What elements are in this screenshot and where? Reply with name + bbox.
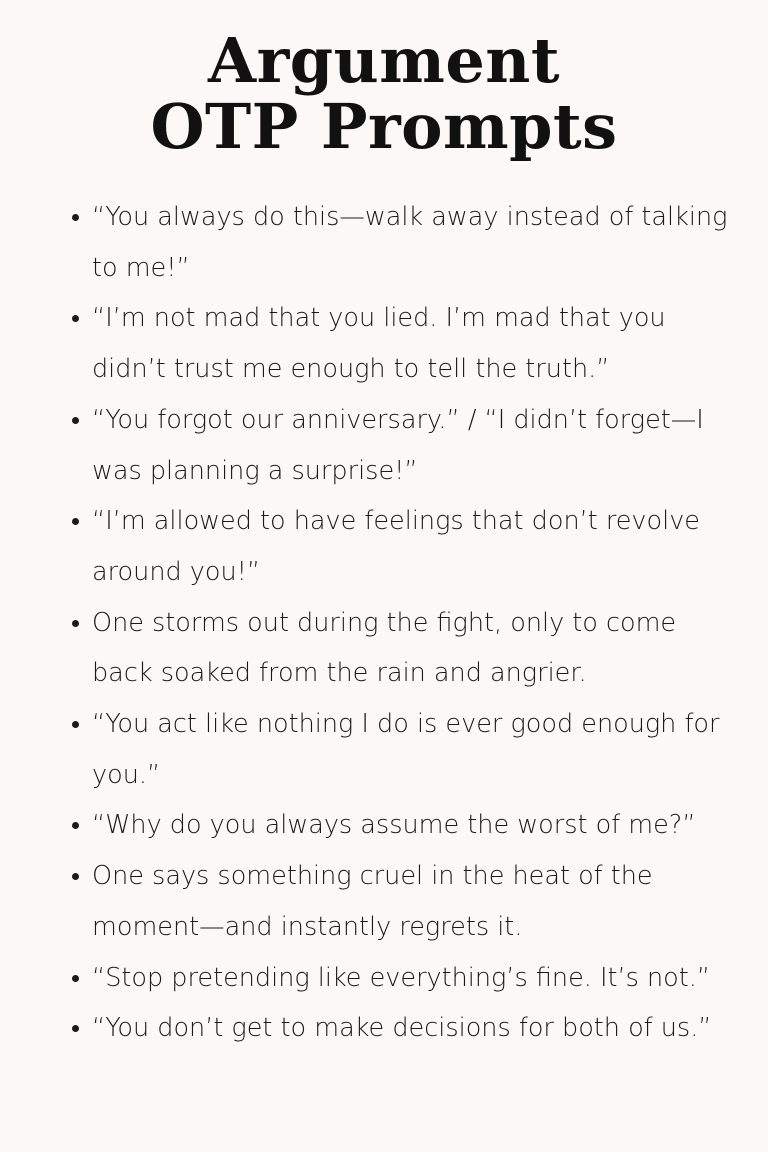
list-item	[0, 192, 768, 293]
prompt-text: One says something cruel in the heat of the moment—and instantly regrets it.	[92, 861, 653, 942]
list-item	[0, 598, 768, 699]
bullet-icon	[72, 518, 79, 525]
prompt-list	[0, 192, 768, 1054]
list-item	[0, 1003, 768, 1054]
list-item	[0, 800, 768, 851]
bullet-icon	[72, 620, 79, 627]
title-line-2: OTP Prompts	[150, 90, 618, 163]
prompt-text: “I’m allowed to have feelings that don’t revolve around you!”	[92, 506, 700, 587]
bullet-icon	[72, 822, 79, 829]
prompt-text: “You don’t get to make decisions for both of us.”	[92, 1013, 712, 1044]
list-item	[0, 395, 768, 496]
bullet-icon	[72, 214, 79, 221]
list-item	[0, 699, 768, 800]
prompt-text: “You forgot our anniversary.” / “I didn’t forget—I was planning a surprise!”	[92, 404, 704, 486]
list-item	[0, 293, 768, 394]
prompt-text: “You act like nothing I do is ever good enough for you.”	[92, 709, 720, 790]
page-title	[0, 24, 768, 163]
list-item	[0, 851, 768, 952]
bullet-icon	[72, 417, 79, 424]
bullet-icon	[72, 873, 79, 880]
bullet-icon	[72, 721, 79, 728]
prompt-text: “Why do you always assume the worst of me?”	[92, 810, 696, 841]
bullet-icon	[72, 1025, 79, 1032]
prompt-text: “I’m not mad that you lied. I’m mad that you didn’t trust me enough to tell the truth.”	[92, 303, 666, 385]
list-item	[0, 953, 768, 1004]
bullet-icon	[72, 315, 79, 322]
prompt-text: “You always do this—walk away instead of talking to me!”	[92, 202, 728, 283]
title-line-1: Argument	[208, 24, 560, 97]
prompt-text: “Stop pretending like everything’s fine. It’s not.”	[92, 962, 711, 993]
prompt-text: One storms out during the fight, only to come back soaked from the rain and angrier.	[92, 607, 677, 689]
bullet-icon	[72, 975, 79, 982]
list-item	[0, 496, 768, 597]
